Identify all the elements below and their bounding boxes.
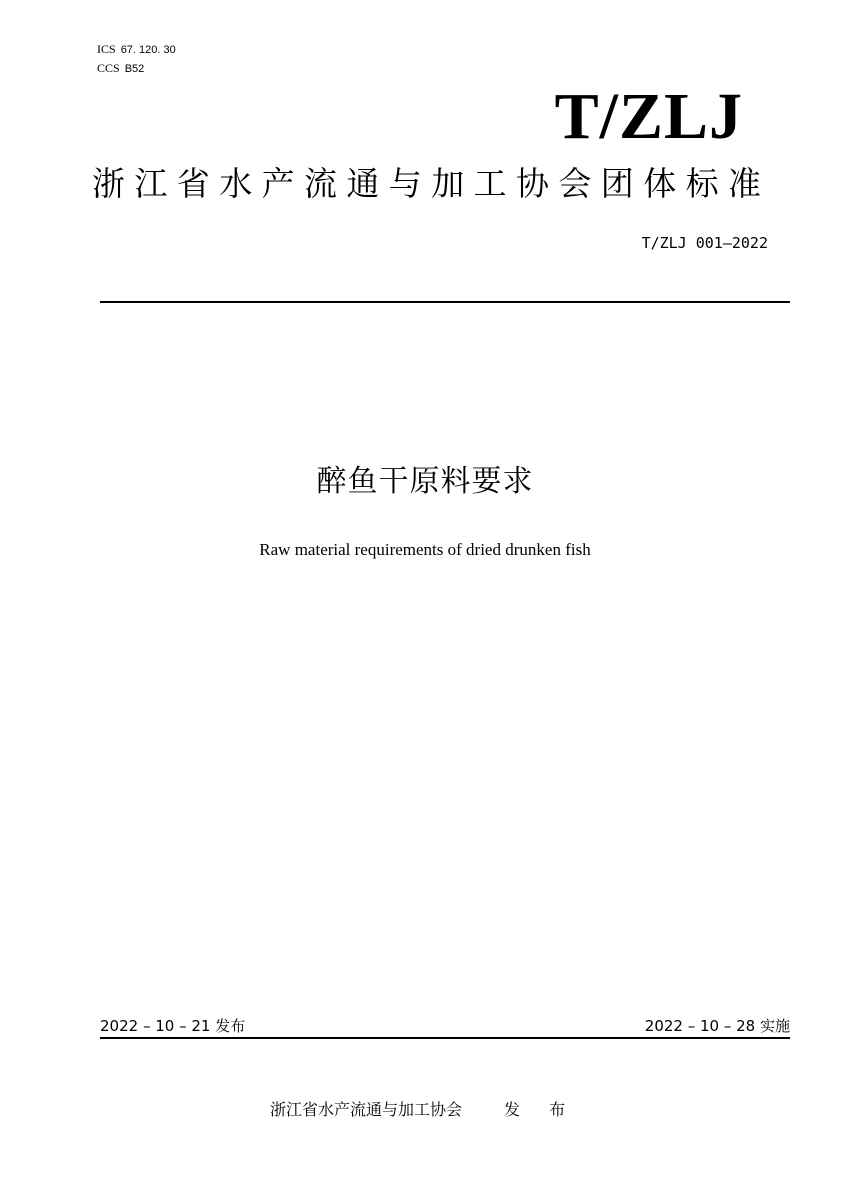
ccs-label: CCS [97,61,120,75]
issue-action: 发 布 [504,1100,578,1119]
issuer-name: 浙江省水产流通与加工协会 [270,1100,463,1119]
issuer-line [270,1099,577,1121]
ics-value: 67. 120. 30 [120,44,176,56]
organization-standard-title: 浙江省水产流通与加工协会团体标准 [92,164,771,203]
standard-number: T/ZLJ 001—2022 [641,234,768,252]
header-divider [100,301,790,303]
ics-code-row [97,42,176,57]
standard-logo: T/ZLJ [554,80,743,153]
implementation-date: 2022 – 10 – 28 实施 [644,1017,790,1035]
footer-divider [100,1037,790,1039]
ccs-value: B52 [124,63,145,75]
document-subtitle-english: Raw material requirements of dried drunken fish [259,540,591,559]
ics-label: ICS [97,42,116,56]
publish-date: 2022 – 10 – 21 发布 [100,1017,246,1035]
ccs-code-row [97,61,144,76]
document-title: 醉鱼干原料要求 [316,464,534,499]
